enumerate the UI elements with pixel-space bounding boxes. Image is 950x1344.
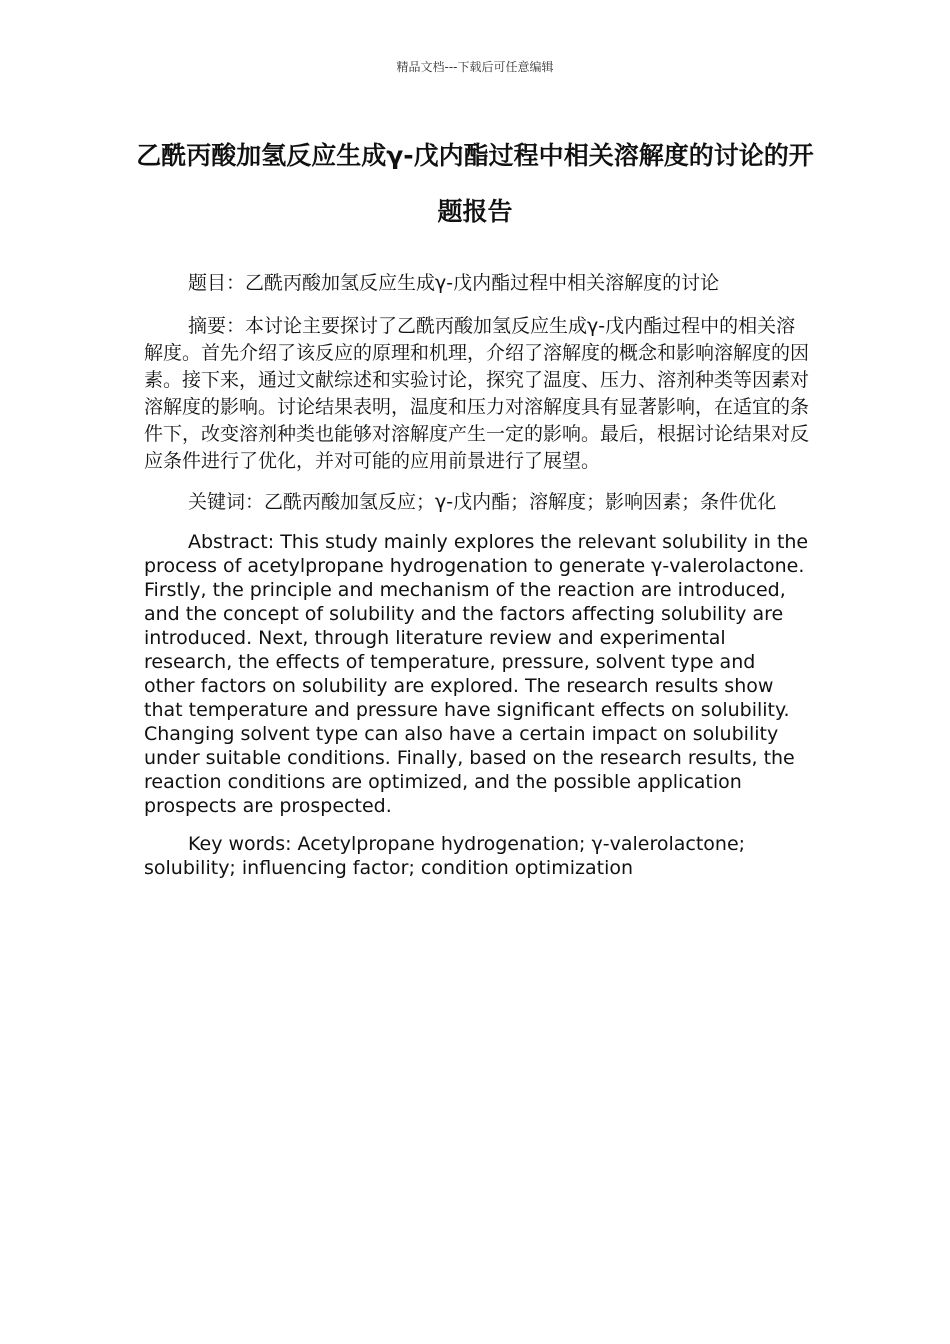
header-note: 精品文档---下载后可任意编辑 <box>396 60 554 74</box>
document-body <box>144 270 810 894</box>
topic-paragraph: 题目：乙酰丙酸加氢反应生成γ-戊内酯过程中相关溶解度的讨论 <box>188 272 720 294</box>
chinese-keywords-paragraph: 关键词：乙酰丙酸加氢反应；γ-戊内酯；溶解度；影响因素；条件优化 <box>188 491 777 513</box>
document-title: 乙酰丙酸加氢反应生成γ-戊内酯过程中相关溶解度的讨论的开题报告 <box>136 141 814 226</box>
english-abstract-paragraph: Abstract: This study mainly explores the relevant solubility in the process of acetylpropane hydrogenation to generate γ-valerolactone. Firstly, the principle and mechanism of the reaction are introduced, and the concept of solubility and the factors affecting solubility are introduced. Next, through literature review and experimental research, the effects of temperature, pressure, solvent type and other factors on solubility are explored. The research results show that temperature and pressure have significant effects on solubility. Changing solvent type can also have a certain impact on solubility under suitable conditions. Finally, based on the research results, the reaction conditions are optimized, and the possible application prospects are prospected. <box>144 531 809 817</box>
chinese-abstract-paragraph: 摘要：本讨论主要探讨了乙酰丙酸加氢反应生成γ-戊内酯过程中的相关溶解度。首先介绍了该反应的原理和机理，介绍了溶解度的概念和影响溶解度的因素。接下来，通过文献综述和实验讨论，探究了温度、压力、溶剂种类等因素对溶解度的影响。讨论结果表明，温度和压力对溶解度具有显著影响，在适宜的条件下，改变溶剂种类也能够对溶解度产生一定的影响。最后，根据讨论结果对反应条件进行了优化，并对可能的应用前景进行了展望。 <box>144 315 810 472</box>
english-keywords-paragraph: Key words: Acetylpropane hydrogenation; γ-valerolactone; solubility; influencing factor; condition optimization <box>144 833 746 879</box>
